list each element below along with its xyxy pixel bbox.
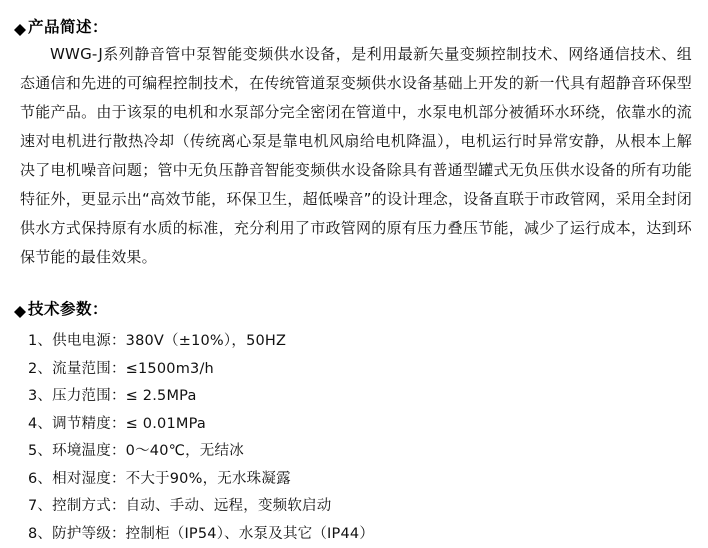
list-item-number: 3、 bbox=[20, 383, 52, 411]
section-heading-text: 技术参数： bbox=[28, 300, 108, 319]
list-item-number: 4、 bbox=[20, 411, 52, 439]
list-item bbox=[20, 383, 680, 411]
product-overview-paragraph: WWG-J系列静音管中泵智能变频供水设备，是利用最新矢量变频控制技术、网络通信技术、组态通信和先进的可编程控制技术，在传统管道泵变频供水设备基础上开发的新一代具有超静音环保型节能产品。由于该泵的电机和水泵部分完全密闭在管道中，水泵电机部分被循环水环绕，依靠水的流速对电机进行散热冷却（传统离心泵是靠电机风扇给电机降温），电机运行时异常安静，从根本上解决了电机噪音问题；管中无负压静音智能变频供水设备除具有普通型罐式无负压供水设备的所有功能特征外，更显示出“高效节能，环保卫生，超低噪音”的设计理念，设备直联于市政管网，采用全封闭供水方式保持原有水质的标准，充分利用了市政管网的原有压力叠压节能，减少了运行成本，达到环保节能的最佳效果。 bbox=[20, 40, 692, 272]
section-heading-product-overview bbox=[14, 18, 108, 37]
list-item-number: 5、 bbox=[20, 438, 52, 466]
list-item bbox=[20, 521, 680, 548]
list-item bbox=[20, 438, 680, 466]
list-item bbox=[20, 356, 680, 384]
section-heading-tech-params bbox=[14, 300, 108, 319]
diamond-bullet-icon bbox=[14, 18, 26, 30]
list-item-number: 2、 bbox=[20, 356, 52, 384]
list-item-text: 环境温度：0～40℃，无结冰 bbox=[52, 443, 244, 459]
list-item-text: 控制方式：自动、手动、远程，变频软启动 bbox=[52, 498, 331, 514]
list-item-number: 1、 bbox=[20, 328, 52, 356]
list-item-number: 8、 bbox=[20, 521, 52, 548]
list-item-number: 6、 bbox=[20, 466, 52, 494]
list-item-text: 调节精度：≤ 0.01MPa bbox=[52, 416, 206, 432]
list-item-text: 压力范围：≤ 2.5MPa bbox=[52, 388, 196, 404]
tech-params-list bbox=[20, 328, 680, 548]
list-item-text: 防护等级：控制柜（IP54）、水泵及其它（IP44） bbox=[52, 526, 374, 542]
list-item-number: 7、 bbox=[20, 493, 52, 521]
list-item-text: 相对湿度：不大于90%，无水珠凝露 bbox=[52, 471, 291, 487]
diamond-bullet-icon bbox=[14, 300, 26, 312]
section-heading-text: 产品简述： bbox=[28, 18, 108, 37]
list-item bbox=[20, 411, 680, 439]
list-item bbox=[20, 493, 680, 521]
list-item bbox=[20, 466, 680, 494]
list-item-text: 供电电源：380V（±10%），50HZ bbox=[52, 333, 286, 349]
list-item-text: 流量范围：≤1500m3/h bbox=[52, 361, 214, 377]
list-item bbox=[20, 328, 680, 356]
